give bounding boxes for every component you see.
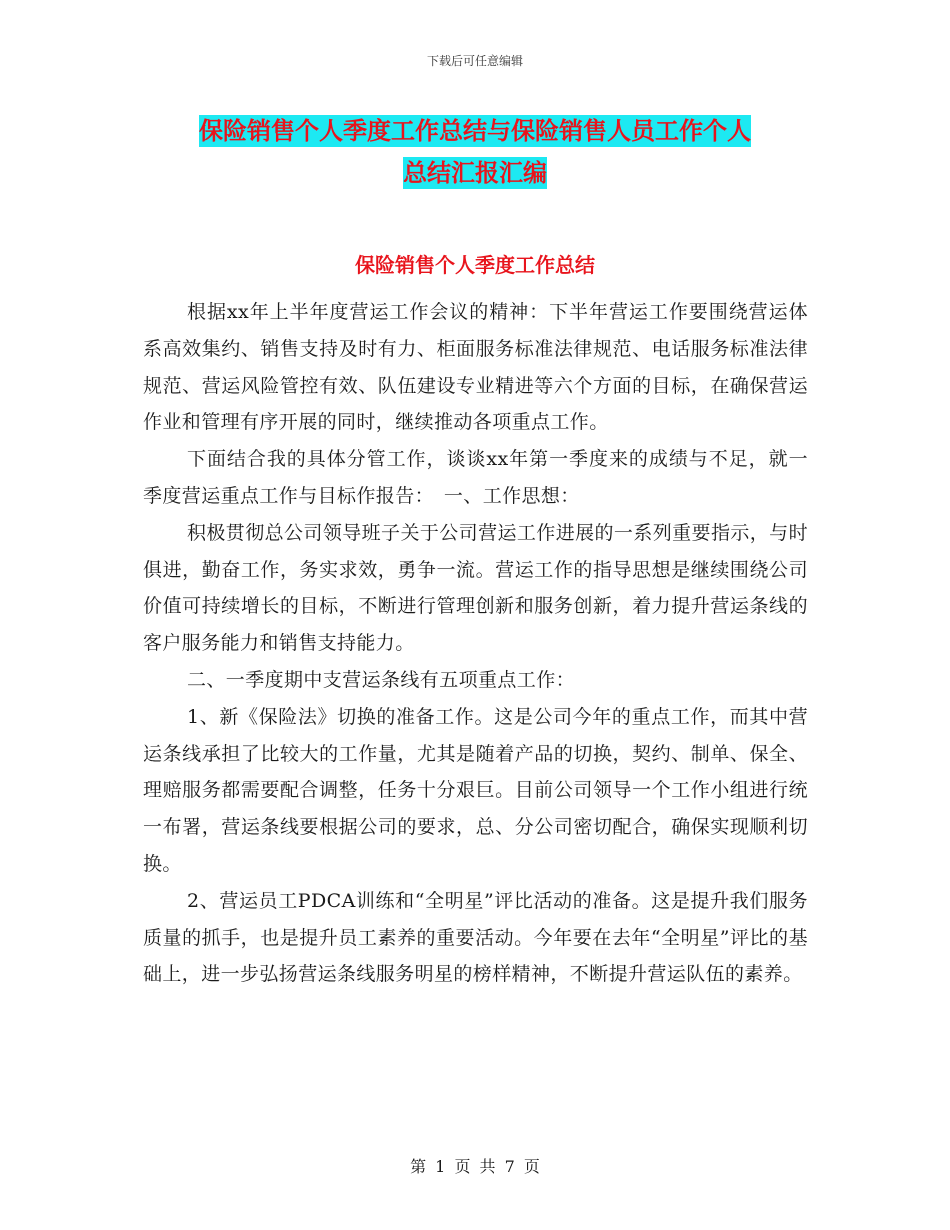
paragraph: 二、一季度期中支营运条线有五项重点工作：	[187, 668, 576, 691]
paragraph: 2、营运员工PDCA训练和“全明星”评比活动的准备。这是提升我们服务质量的抓手，也是提升员工素养的重要活动。今年要在去年“全明星”评比的基础上，进一步弘扬营运条线服务明星的榜样精神，不断提升营运队伍的素养。	[143, 889, 808, 986]
paragraph: 根据xx年上半年度营运工作会议的精神：下半年营运工作要围绕营运体系高效集约、销售支持及时有力、柜面服务标准法律规范、电话服务标准法律规范、营运风险管控有效、队伍建设专业精进等六个方面的目标，在确保营运作业和管理有序开展的同时，继续推动各项重点工作。	[143, 301, 808, 434]
document-title-line2: 总结汇报汇编	[403, 159, 547, 187]
paragraph: 积极贯彻总公司领导班子关于公司营运工作进展的一系列重要指示，与时俱进，勤奋工作，务实求效，勇争一流。营运工作的指导思想是继续围绕公司价值可持续增长的目标，不断进行管理创新和服务创新，着力提升营运条线的客户服务能力和销售支持能力。	[143, 521, 808, 655]
body-content	[143, 294, 808, 993]
document-title-line1: 保险销售个人季度工作总结与保险销售人员工作个人	[199, 117, 751, 145]
paragraph: 下面结合我的具体分管工作，谈谈xx年第一季度来的成绩与不足，就一季度营运重点工作与目标作报告： 一、工作思想：	[143, 448, 808, 507]
section-title: 保险销售个人季度工作总结	[355, 253, 595, 277]
page-footer: 第 1 页 共 7 页	[410, 1157, 540, 1176]
document-title	[142, 110, 808, 194]
header-note: 下载后可任意编辑	[426, 54, 523, 68]
paragraph: 1、新《保险法》切换的准备工作。这是公司今年的重点工作，而其中营运条线承担了比较大的工作量，尤其是随着产品的切换，契约、制单、保全、理赔服务都需要配合调整，任务十分艰巨。目前公司领导一个工作小组进行统一布署，营运条线要根据公司的要求，总、分公司密切配合，确保实现顺利切换。	[143, 705, 808, 875]
